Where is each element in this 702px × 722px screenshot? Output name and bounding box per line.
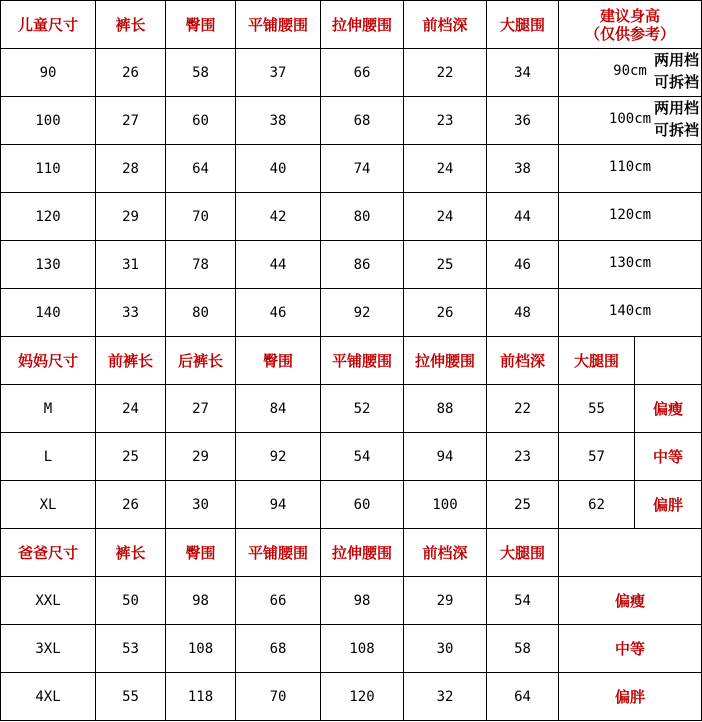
kids-cell: 74 — [321, 145, 404, 193]
dad-fit-cell: 偏瘦 — [559, 577, 702, 625]
mom-cell: 94 — [404, 433, 487, 481]
mom-fit-cell: 偏胖 — [635, 481, 702, 529]
kids-cell: 26 — [404, 289, 487, 337]
mom-cell: 54 — [321, 433, 404, 481]
kids-header-cell: 臀围 — [166, 1, 236, 49]
dad-header-cell: 爸爸尺寸 — [1, 529, 96, 577]
kids-cell: 68 — [321, 97, 404, 145]
kids-cell: 64 — [166, 145, 236, 193]
kids-height-value: 140cm — [608, 303, 652, 319]
dad-cell: 53 — [96, 625, 166, 673]
kids-cell: 58 — [166, 49, 236, 97]
mom-row — [1, 385, 702, 433]
dad-cell: 30 — [404, 625, 487, 673]
kids-height-cell — [559, 145, 702, 193]
kids-detachable-note: 可拆裆 — [654, 121, 700, 139]
dad-cell: 108 — [321, 625, 404, 673]
mom-cell: 23 — [487, 433, 559, 481]
dad-cell: XXL — [1, 577, 96, 625]
mom-fit-cell: 偏瘦 — [635, 385, 702, 433]
mom-cell: L — [1, 433, 96, 481]
kids-height-cell — [559, 49, 702, 97]
dad-header-cell: 拉伸腰围 — [321, 529, 404, 577]
mom-cell: 84 — [236, 385, 321, 433]
dad-cell: 32 — [404, 673, 487, 721]
mom-fit-cell: 中等 — [635, 433, 702, 481]
mom-row — [1, 433, 702, 481]
kids-cell: 130 — [1, 241, 96, 289]
dad-cell: 68 — [236, 625, 321, 673]
kids-cell: 22 — [404, 49, 487, 97]
kids-cell: 46 — [487, 241, 559, 289]
mom-cell: 62 — [559, 481, 635, 529]
kids-height-cell — [559, 289, 702, 337]
kids-cell: 40 — [236, 145, 321, 193]
dad-cell: 108 — [166, 625, 236, 673]
mom-cell: 26 — [96, 481, 166, 529]
mom-cell: 88 — [404, 385, 487, 433]
mom-cell: 30 — [166, 481, 236, 529]
kids-cell: 48 — [487, 289, 559, 337]
dad-row — [1, 673, 702, 721]
kids-cell: 36 — [487, 97, 559, 145]
dad-fit-cell: 中等 — [559, 625, 702, 673]
dad-cell: 64 — [487, 673, 559, 721]
dad-cell: 55 — [96, 673, 166, 721]
mom-header-cell: 平铺腰围 — [321, 337, 404, 385]
dad-cell: 50 — [96, 577, 166, 625]
dad-cell: 58 — [487, 625, 559, 673]
mom-header-cell: 臀围 — [236, 337, 321, 385]
kids-cell: 23 — [404, 97, 487, 145]
mom-cell: 27 — [166, 385, 236, 433]
kids-cell: 86 — [321, 241, 404, 289]
mom-cell: 52 — [321, 385, 404, 433]
dad-cell: 70 — [236, 673, 321, 721]
dad-cell: 98 — [166, 577, 236, 625]
kids-cell: 78 — [166, 241, 236, 289]
dad-cell: 98 — [321, 577, 404, 625]
mom-cell: M — [1, 385, 96, 433]
kids-cell: 44 — [487, 193, 559, 241]
dad-header-cell: 大腿围 — [487, 529, 559, 577]
kids-cell: 66 — [321, 49, 404, 97]
mom-header-cell: 前档深 — [487, 337, 559, 385]
mom-cell: 24 — [96, 385, 166, 433]
mom-header-cell — [635, 337, 702, 385]
kids-cell: 120 — [1, 193, 96, 241]
dad-cell: 66 — [236, 577, 321, 625]
kids-cell: 80 — [321, 193, 404, 241]
kids-cell: 25 — [404, 241, 487, 289]
kids-row — [1, 241, 702, 289]
kids-cell: 90 — [1, 49, 96, 97]
kids-cell: 26 — [96, 49, 166, 97]
kids-cell: 37 — [236, 49, 321, 97]
kids-height-header — [559, 1, 702, 49]
height-header-line2: （仅供参考） — [585, 24, 676, 43]
kids-cell: 33 — [96, 289, 166, 337]
mom-header-cell: 大腿围 — [559, 337, 635, 385]
kids-cell: 28 — [96, 145, 166, 193]
kids-height-value: 120cm — [608, 207, 652, 223]
kids-height-value: 110cm — [608, 159, 652, 175]
dad-header-cell: 臀围 — [166, 529, 236, 577]
dad-header-cell: 平铺腰围 — [236, 529, 321, 577]
kids-cell: 100 — [1, 97, 96, 145]
dad-cell: 29 — [404, 577, 487, 625]
mom-cell: 55 — [559, 385, 635, 433]
kids-cell: 70 — [166, 193, 236, 241]
mom-cell: 100 — [404, 481, 487, 529]
dad-header-row — [1, 529, 702, 577]
mom-cell: XL — [1, 481, 96, 529]
kids-header-cell: 平铺腰围 — [236, 1, 321, 49]
kids-row — [1, 49, 702, 97]
kids-height-cell — [559, 97, 702, 145]
mom-cell: 57 — [559, 433, 635, 481]
kids-cell: 140 — [1, 289, 96, 337]
kids-height-cell — [559, 241, 702, 289]
kids-height-value: 100cm — [608, 111, 652, 127]
kids-cell: 38 — [236, 97, 321, 145]
mom-cell: 25 — [96, 433, 166, 481]
mom-header-cell: 前裤长 — [96, 337, 166, 385]
dad-cell: 118 — [166, 673, 236, 721]
kids-cell: 29 — [96, 193, 166, 241]
mom-cell: 25 — [487, 481, 559, 529]
kids-header-row — [1, 1, 702, 49]
kids-cell: 44 — [236, 241, 321, 289]
kids-header-cell: 前档深 — [404, 1, 487, 49]
size-chart-body — [1, 1, 702, 721]
kids-cell: 60 — [166, 97, 236, 145]
kids-header-cell: 拉伸腰围 — [321, 1, 404, 49]
kids-cell: 27 — [96, 97, 166, 145]
dad-row — [1, 577, 702, 625]
kids-cell: 24 — [404, 193, 487, 241]
kids-height-value: 90cm — [613, 63, 647, 79]
mom-cell: 94 — [236, 481, 321, 529]
dad-cell: 3XL — [1, 625, 96, 673]
kids-crotch-note: 两用档 — [654, 99, 700, 117]
kids-header-cell: 裤长 — [96, 1, 166, 49]
mom-header-row — [1, 337, 702, 385]
mom-header-cell: 后裤长 — [166, 337, 236, 385]
kids-cell: 42 — [236, 193, 321, 241]
kids-cell: 34 — [487, 49, 559, 97]
mom-header-cell: 妈妈尺寸 — [1, 337, 96, 385]
kids-cell: 92 — [321, 289, 404, 337]
dad-header-cell — [559, 529, 702, 577]
dad-cell: 120 — [321, 673, 404, 721]
kids-crotch-note: 两用档 — [654, 51, 700, 69]
kids-cell: 31 — [96, 241, 166, 289]
kids-cell: 80 — [166, 289, 236, 337]
mom-header-cell: 拉伸腰围 — [404, 337, 487, 385]
kids-height-value: 130cm — [608, 255, 652, 271]
kids-row — [1, 97, 702, 145]
height-header-line1: 建议身高 — [600, 6, 661, 25]
kids-detachable-note: 可拆裆 — [654, 73, 700, 91]
kids-row — [1, 145, 702, 193]
mom-cell: 22 — [487, 385, 559, 433]
dad-cell: 54 — [487, 577, 559, 625]
kids-header-cell: 儿童尺寸 — [1, 1, 96, 49]
dad-header-cell: 前档深 — [404, 529, 487, 577]
kids-height-cell — [559, 193, 702, 241]
dad-fit-cell: 偏胖 — [559, 673, 702, 721]
dad-row — [1, 625, 702, 673]
kids-header-cell: 大腿围 — [487, 1, 559, 49]
kids-cell: 24 — [404, 145, 487, 193]
mom-cell: 92 — [236, 433, 321, 481]
mom-cell: 60 — [321, 481, 404, 529]
dad-header-cell: 裤长 — [96, 529, 166, 577]
kids-cell: 110 — [1, 145, 96, 193]
kids-row — [1, 193, 702, 241]
mom-cell: 29 — [166, 433, 236, 481]
kids-row — [1, 289, 702, 337]
kids-cell: 38 — [487, 145, 559, 193]
kids-cell: 46 — [236, 289, 321, 337]
mom-row — [1, 481, 702, 529]
dad-cell: 4XL — [1, 673, 96, 721]
